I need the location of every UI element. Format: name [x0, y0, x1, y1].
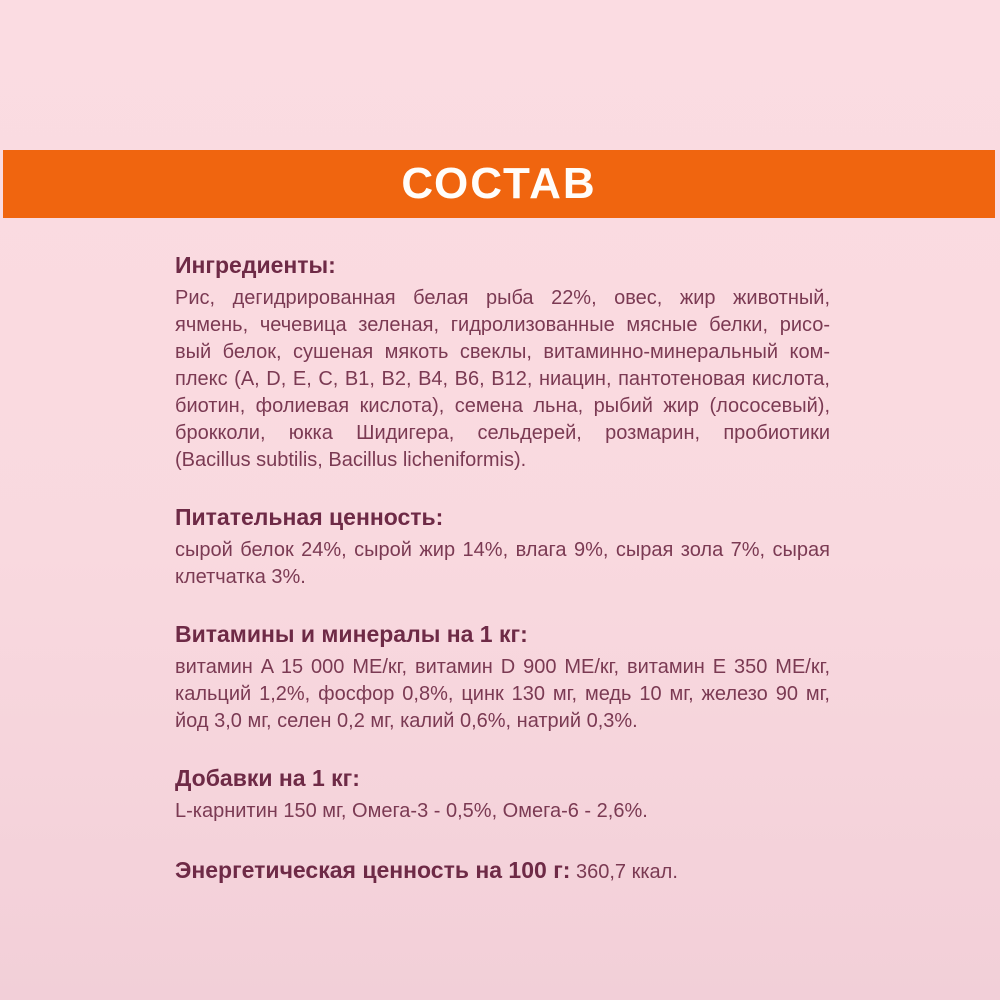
energy-heading: Энергетическая ценность на 100 г: [175, 857, 571, 883]
section-ingredients [175, 252, 830, 474]
additives-line: L-карнитин 150 мг, Омега-3 - 0,5%, Омега-6 - 2,6%. [175, 800, 648, 822]
nutrition-line: клетчатка 3%. [175, 566, 306, 588]
vitamins-minerals-line: йод 3,0 мг, селен 0,2 мг, калий 0,6%, натрий 0,3%. [175, 710, 638, 732]
ingredients-line: ячмень, чечевица зеленая, гидролизованные мясные белки, рисо- [175, 314, 830, 336]
additives-heading: Добавки на 1 кг: [175, 765, 360, 791]
nutrition-line: сырой белок 24%, сырой жир 14%, влага 9%, сырая зола 7%, сырая [175, 539, 830, 561]
vitamins-minerals-line: витамин A 15 000 МЕ/кг, витамин D 900 МЕ/кг, витамин E 350 МЕ/кг, [175, 656, 830, 678]
vitamins-minerals-heading: Витамины и минералы на 1 кг: [175, 621, 528, 647]
ingredients-line: плекс (A, D, E, C, B1, B2, B4, B6, B12, ниацин, пантотеновая кислота, [175, 368, 830, 390]
vitamins-minerals-line: кальций 1,2%, фосфор 0,8%, цинк 130 мг, медь 10 мг, железо 90 мг, [175, 683, 830, 705]
section-energy [175, 855, 830, 889]
ingredients-line: вый белок, сушеная мякоть свеклы, витаминно-минеральный ком- [175, 341, 830, 363]
energy-row [175, 855, 830, 889]
composition-content [175, 252, 830, 919]
section-vitamins-minerals [175, 621, 830, 735]
section-nutrition [175, 504, 830, 591]
composition-banner [3, 150, 995, 218]
ingredients-line: Рис, дегидрированная белая рыба 22%, овес, жир животный, [175, 287, 830, 309]
composition-banner-title: СОСТАВ [401, 159, 597, 208]
energy-value: 360,7 ккал. [570, 861, 678, 883]
ingredients-line: брокколи, юкка Шидигера, сельдерей, розмарин, пробиотики [175, 422, 830, 444]
ingredients-line: (Bacillus subtilis, Bacillus licheniformis). [175, 449, 527, 471]
ingredients-heading: Ингредиенты: [175, 252, 336, 278]
nutrition-heading: Питательная ценность: [175, 504, 444, 530]
ingredients-line: биотин, фолиевая кислота), семена льна, рыбий жир (лососевый), [175, 395, 830, 417]
section-additives [175, 765, 830, 825]
